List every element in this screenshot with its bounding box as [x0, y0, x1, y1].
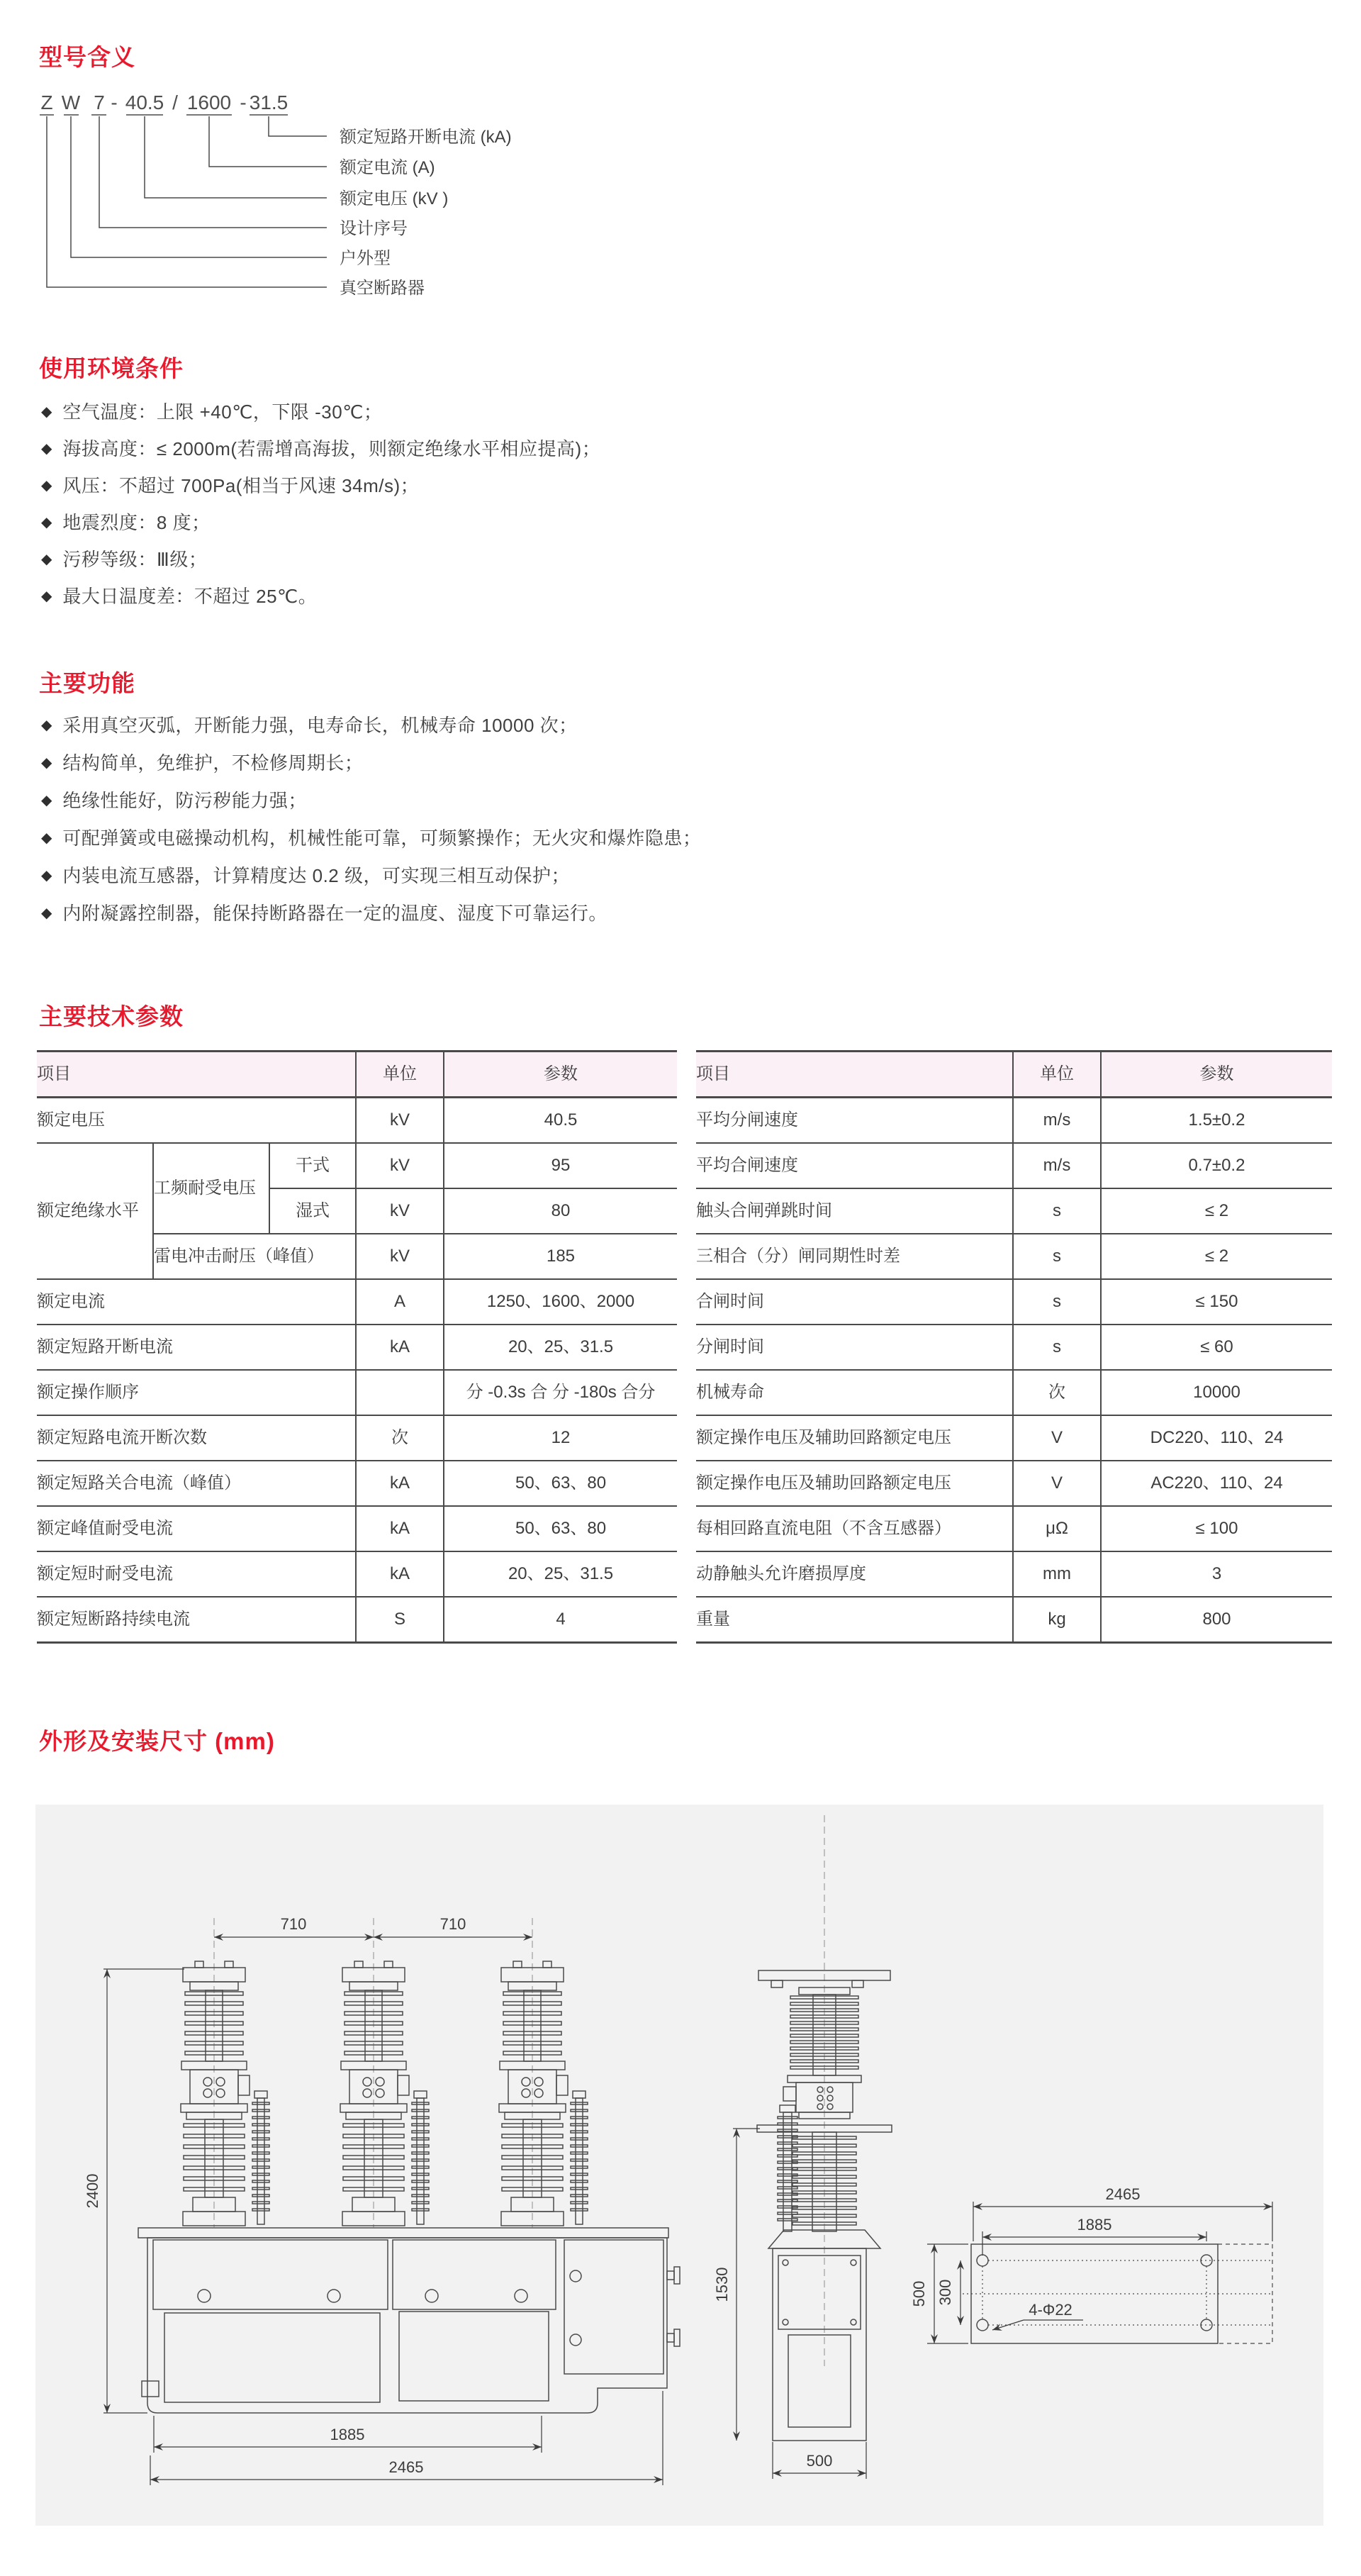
cell-value: 50、63、80 [444, 1506, 677, 1551]
cell-value: DC220、110、24 [1101, 1415, 1332, 1461]
env-condition-item [41, 547, 1104, 584]
bullet-text: 风压：不超过 700Pa(相当于风速 34m/s)； [62, 475, 420, 496]
cell-value: 50、63、80 [444, 1461, 677, 1506]
diamond-bullet-icon: ◆ [41, 404, 52, 420]
env-condition-item [41, 584, 1104, 621]
model-code-label: 户外型 [340, 249, 391, 268]
diamond-bullet-icon: ◆ [41, 793, 52, 808]
function-item [41, 826, 1104, 864]
cell-item: 重量 [696, 1597, 1013, 1643]
table-row [37, 1461, 677, 1506]
model-code-token: Z [40, 91, 53, 113]
function-item [41, 901, 1104, 939]
dim-label: 1885 [1077, 2216, 1112, 2234]
cell-unit: S [356, 1597, 444, 1643]
cell-unit: m/s [1013, 1143, 1101, 1188]
cell-item: 额定操作电压及辅助回路额定电压 [696, 1461, 1013, 1506]
diamond-bullet-icon: ◆ [41, 830, 52, 846]
cell-unit: mm [1013, 1551, 1101, 1597]
model-code-token: - [111, 91, 118, 113]
table-row [696, 1415, 1332, 1461]
env-condition-item [41, 511, 1104, 547]
table-row [696, 1506, 1332, 1551]
cell-unit: V [1013, 1461, 1101, 1506]
section-title-model: 型号含义 [39, 44, 135, 70]
cell-insulation-group: 额定绝缘水平 [37, 1143, 153, 1279]
cell-item: 机械寿命 [696, 1370, 1013, 1415]
cell-unit: s [1013, 1234, 1101, 1279]
bullet-text: 可配弹簧或电磁操动机构，机械性能可靠，可频繁操作；无火灾和爆炸隐患； [62, 827, 702, 849]
cell-item: 动静触头允许磨损厚度 [696, 1551, 1013, 1597]
bullet-text: 污秽等级：Ⅲ级； [62, 549, 208, 570]
diamond-bullet-icon: ◆ [41, 905, 52, 921]
model-code-token: 1600 [186, 91, 232, 113]
cell-power-freq: 工频耐受电压 [153, 1143, 269, 1234]
cell-value: 4 [444, 1597, 677, 1643]
table-row [696, 1325, 1332, 1370]
env-condition-item [41, 437, 1104, 474]
cell-unit: kV [356, 1143, 444, 1188]
cell-item: 合闸时间 [696, 1279, 1013, 1325]
cell-unit: 次 [356, 1415, 444, 1461]
model-code-token: 31.5 [249, 91, 289, 113]
table-row [696, 1551, 1332, 1597]
cell-unit: A [356, 1279, 444, 1325]
cell-item: 额定短时耐受电流 [37, 1551, 356, 1597]
cell-unit: μΩ [1013, 1506, 1101, 1551]
bullet-text: 空气温度：上限 +40℃，下限 -30℃； [62, 401, 383, 423]
dim-label: 500 [910, 2280, 928, 2307]
col-header-unit: 单位 [1013, 1052, 1101, 1098]
model-code-token: / [172, 91, 178, 113]
cell-item: 每相回路直流电阻（不含互感器） [696, 1506, 1013, 1551]
cell-value: 12 [444, 1415, 677, 1461]
cell-value: 800 [1101, 1597, 1332, 1643]
model-code-label: 真空断路器 [340, 279, 425, 298]
table-row [37, 1370, 677, 1415]
cell-unit: kA [356, 1325, 444, 1370]
cell-value: 0.7±0.2 [1101, 1143, 1332, 1188]
cell-value: 10000 [1101, 1370, 1332, 1415]
cell-unit: 次 [1013, 1370, 1101, 1415]
cell-value: 1250、1600、2000 [444, 1279, 677, 1325]
cell-item: 雷电冲击耐压（峰值） [153, 1234, 356, 1279]
env-conditions-list [41, 400, 1104, 621]
table-row [37, 1098, 677, 1144]
col-header-item: 项目 [696, 1052, 1013, 1098]
dim-label: 710 [439, 1915, 466, 1933]
cell-value: 80 [444, 1188, 677, 1234]
table-row [696, 1143, 1332, 1188]
cell-value: 3 [1101, 1551, 1332, 1597]
drawing-background [35, 1805, 1323, 2526]
cell-unit: kA [356, 1461, 444, 1506]
diamond-bullet-icon: ◆ [41, 589, 52, 604]
cell-item: 额定短断路持续电流 [37, 1597, 356, 1643]
cell-item: 分闸时间 [696, 1325, 1013, 1370]
cell-item: 触头合闸弹跳时间 [696, 1188, 1013, 1234]
table-row [696, 1279, 1332, 1325]
cell-unit: kg [1013, 1597, 1101, 1643]
dim-label: 2465 [1105, 2185, 1141, 2203]
table-header-row [696, 1052, 1332, 1098]
table-header-row [37, 1052, 677, 1098]
cell-value: 185 [444, 1234, 677, 1279]
env-condition-item [41, 474, 1104, 511]
table-row [37, 1506, 677, 1551]
table-row [37, 1279, 677, 1325]
cell-unit: m/s [1013, 1098, 1101, 1144]
cell-item: 额定电流 [37, 1279, 356, 1325]
diamond-bullet-icon: ◆ [41, 441, 52, 457]
model-code-token: - [240, 91, 247, 113]
diamond-bullet-icon: ◆ [41, 478, 52, 494]
cell-value: ≤ 2 [1101, 1234, 1332, 1279]
cell-unit: kA [356, 1551, 444, 1597]
model-code-label: 额定短路开断电流 (kA) [340, 128, 512, 147]
tech-params-table-left [37, 1050, 677, 1644]
cell-value: 95 [444, 1143, 677, 1188]
table-row [696, 1461, 1332, 1506]
model-code-label: 额定电压 (kV ) [340, 189, 449, 208]
bullet-text: 采用真空灭弧，开断能力强，电寿命长，机械寿命 10000 次； [62, 715, 578, 736]
cell-unit: s [1013, 1279, 1101, 1325]
cell-item: 湿式 [269, 1188, 356, 1234]
bullet-text: 海拔高度：≤ 2000m(若需增高海拔，则额定绝缘水平相应提高)； [62, 438, 601, 459]
cell-value: 20、25、31.5 [444, 1551, 677, 1597]
cell-item: 额定峰值耐受电流 [37, 1506, 356, 1551]
function-item [41, 788, 1104, 826]
cell-unit: V [1013, 1415, 1101, 1461]
function-item [41, 713, 1104, 751]
section-title-func: 主要功能 [39, 670, 135, 696]
cell-item: 额定短路关合电流（峰值） [37, 1461, 356, 1506]
col-header-item: 项目 [37, 1052, 356, 1098]
cell-value: ≤ 100 [1101, 1506, 1332, 1551]
model-code-token: W [61, 91, 81, 113]
dim-label: 500 [806, 2452, 833, 2470]
cell-value: ≤ 150 [1101, 1279, 1332, 1325]
bullet-text: 内附凝露控制器，能保持断路器在一定的温度、湿度下可靠运行。 [62, 903, 607, 924]
cell-unit: kA [356, 1506, 444, 1551]
cell-unit: kV [356, 1234, 444, 1279]
diamond-bullet-icon: ◆ [41, 552, 52, 567]
cell-item: 额定短路电流开断次数 [37, 1415, 356, 1461]
bullet-text: 结构简单，免维护，不检修周期长； [62, 752, 364, 774]
bullet-text: 地震烈度：8 度； [62, 512, 211, 533]
table-row [696, 1234, 1332, 1279]
col-header-unit: 单位 [356, 1052, 444, 1098]
cell-item: 额定电压 [37, 1098, 356, 1144]
dim-label: 2465 [388, 2458, 424, 2476]
cell-value: 40.5 [444, 1098, 677, 1144]
main-functions-list [41, 713, 1104, 939]
dim-label: 300 [936, 2279, 954, 2306]
diamond-bullet-icon: ◆ [41, 868, 52, 883]
section-title-env: 使用环境条件 [39, 355, 184, 381]
diamond-bullet-icon: ◆ [41, 755, 52, 771]
section-title-dimensions: 外形及安装尺寸 (mm) [39, 1728, 275, 1754]
cell-unit: s [1013, 1188, 1101, 1234]
cell-unit: s [1013, 1325, 1101, 1370]
bullet-text: 内装电流互感器，计算精度达 0.2 级，可实现三相互动保护； [62, 865, 570, 886]
table-row [696, 1370, 1332, 1415]
dim-label: 1885 [330, 2426, 365, 2443]
bullet-text: 绝缘性能好，防污秽能力强； [62, 790, 307, 811]
table-row [696, 1188, 1332, 1234]
dim-label: 2400 [84, 2173, 101, 2209]
cell-item: 额定操作电压及辅助回路额定电压 [696, 1415, 1013, 1461]
function-item [41, 751, 1104, 788]
table-row [37, 1143, 677, 1188]
cell-value: 1.5±0.2 [1101, 1098, 1332, 1144]
table-row [37, 1325, 677, 1370]
col-header-value: 参数 [444, 1052, 677, 1098]
cell-value: 20、25、31.5 [444, 1325, 677, 1370]
section-title-params: 主要技术参数 [39, 1003, 184, 1030]
cell-item: 三相合（分）闸同期性时差 [696, 1234, 1013, 1279]
model-leader-lines [40, 115, 327, 287]
cell-item: 平均分闸速度 [696, 1098, 1013, 1144]
cell-unit: kV [356, 1188, 444, 1234]
env-condition-item [41, 400, 1104, 437]
cell-item: 平均合闸速度 [696, 1143, 1013, 1188]
table-row [37, 1597, 677, 1643]
model-code-token: 7 [94, 91, 105, 113]
outline-installation-drawing [35, 1805, 1323, 2526]
table-row [37, 1415, 677, 1461]
model-code-label: 设计序号 [340, 219, 408, 238]
model-code-label: 额定电流 (A) [340, 158, 435, 177]
table-row [37, 1551, 677, 1597]
diamond-bullet-icon: ◆ [41, 515, 52, 530]
cell-value: ≤ 60 [1101, 1325, 1332, 1370]
model-code-token: 40.5 [125, 91, 164, 113]
function-item [41, 864, 1104, 901]
cell-unit: kV [356, 1098, 444, 1144]
cell-item: 额定短路开断电流 [37, 1325, 356, 1370]
cell-value: 分 -0.3s 合 分 -180s 合分 [444, 1370, 677, 1415]
cell-value: ≤ 2 [1101, 1188, 1332, 1234]
table-row [696, 1098, 1332, 1144]
diamond-bullet-icon: ◆ [41, 718, 52, 733]
col-header-value: 参数 [1101, 1052, 1332, 1098]
cell-unit [356, 1370, 444, 1415]
cell-item: 干式 [269, 1143, 356, 1188]
bullet-text: 最大日温度差：不超过 25℃。 [62, 586, 318, 607]
model-designation-diagram [39, 85, 606, 305]
tech-params-table-right [696, 1050, 1332, 1644]
table-row [696, 1597, 1332, 1643]
hole-callout-label: 4-Φ22 [1029, 2301, 1072, 2319]
cell-item: 额定操作顺序 [37, 1370, 356, 1415]
dim-label: 1530 [713, 2267, 731, 2302]
cell-value: AC220、110、24 [1101, 1461, 1332, 1506]
dim-label: 710 [280, 1915, 307, 1933]
